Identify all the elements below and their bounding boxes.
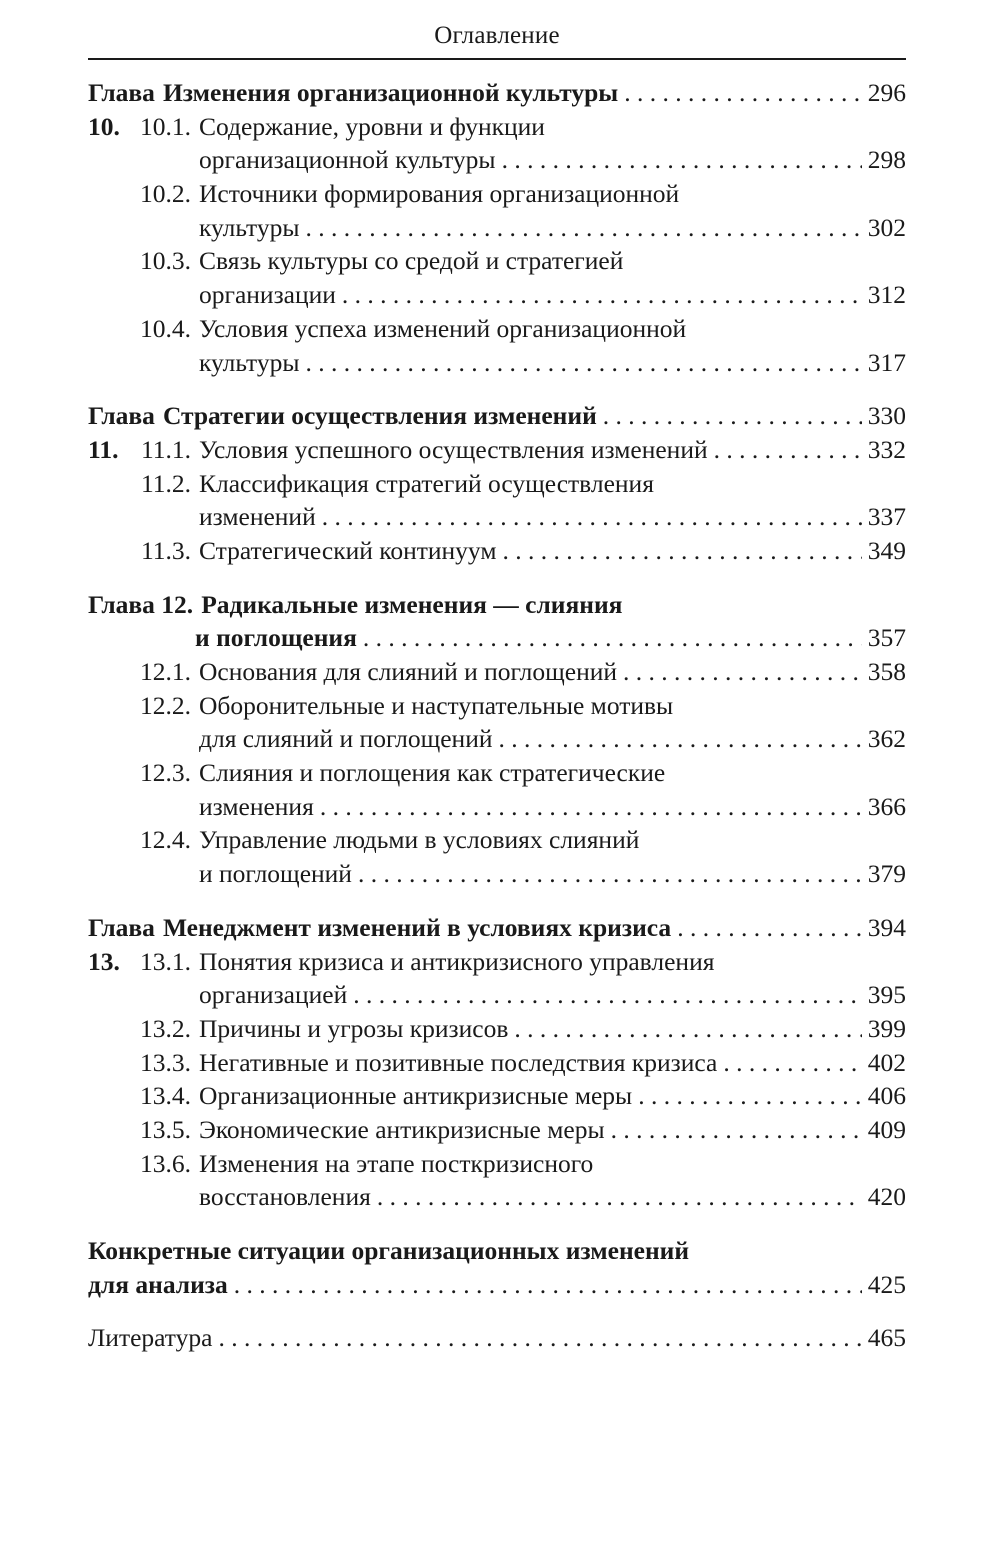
section-title: Оборонительные и наступательные мотивы xyxy=(199,690,674,720)
section-number: 11.2. xyxy=(140,468,191,498)
section-title: Условия успешного осуществления изменений xyxy=(199,434,708,464)
section-entry[interactable] xyxy=(88,655,906,689)
section-title: Негативные и позитивные последствия кризиса xyxy=(199,1047,718,1077)
section-entry[interactable] xyxy=(88,534,906,568)
page-number: 394 xyxy=(867,912,906,942)
section-entry[interactable] xyxy=(88,1046,906,1080)
dot-leader xyxy=(499,722,862,756)
section-entry-continued[interactable] xyxy=(88,346,906,380)
section-number: 10.1. xyxy=(140,111,191,141)
section-number: 13.2. xyxy=(140,1013,191,1043)
section-number: 11.1. xyxy=(140,434,191,464)
section-entry-continued[interactable] xyxy=(88,857,906,891)
page-number: 362 xyxy=(867,724,906,754)
chapter-label: Глава 11. xyxy=(88,401,155,464)
section-number: 13.3. xyxy=(140,1047,191,1077)
page-number: 317 xyxy=(867,347,906,377)
chapter-label: Глава 12. xyxy=(88,589,194,619)
bibliography-title: Литература xyxy=(88,1323,213,1353)
section-entry[interactable] xyxy=(88,1012,906,1046)
chapter-title: Менеджмент изменений в условиях кризиса xyxy=(162,912,672,942)
page-number: 302 xyxy=(867,212,906,242)
section-entry-continued[interactable] xyxy=(88,500,906,534)
section-number: 10.4. xyxy=(140,313,191,343)
section-title-cont: культуры xyxy=(199,212,300,242)
dot-leader xyxy=(677,911,862,945)
table-of-contents xyxy=(88,76,906,1375)
dot-leader xyxy=(218,1321,861,1355)
page-number: 406 xyxy=(867,1081,906,1111)
dot-leader xyxy=(502,534,861,568)
section-number: 12.2. xyxy=(140,690,191,720)
dot-leader xyxy=(514,1012,861,1046)
section-number: 13.5. xyxy=(140,1114,191,1144)
section-number: 10.3. xyxy=(140,246,191,276)
section-entry[interactable] xyxy=(88,312,906,346)
section-title: Классификация стратегий осуществления xyxy=(199,468,654,498)
dot-leader xyxy=(305,346,861,380)
page-number: 330 xyxy=(867,401,906,431)
dot-leader xyxy=(723,1046,861,1080)
section-entry[interactable] xyxy=(88,433,906,467)
section-title: Понятия кризиса и антикризисного управления xyxy=(199,946,715,976)
page-number: 358 xyxy=(867,657,906,686)
chapter-12 xyxy=(88,588,906,891)
section-title: Организационные антикризисные меры xyxy=(199,1081,633,1111)
dot-leader xyxy=(377,1180,862,1214)
page-number: 399 xyxy=(867,1013,906,1043)
page-number: 296 xyxy=(867,78,906,107)
section-entry[interactable] xyxy=(88,1147,906,1181)
section-entry-continued[interactable] xyxy=(88,211,906,245)
page-number: 349 xyxy=(867,535,906,565)
section-entry-continued[interactable] xyxy=(88,790,906,824)
section-entry-continued[interactable] xyxy=(88,143,906,177)
case-studies-entry[interactable] xyxy=(88,1234,906,1268)
dot-leader xyxy=(611,1113,862,1147)
case-studies-entry-continued[interactable] xyxy=(88,1268,906,1302)
page-number: 402 xyxy=(867,1047,906,1077)
section-title-cont: организации xyxy=(199,280,336,310)
section-title: Стратегический континуум xyxy=(199,535,497,565)
dot-leader xyxy=(234,1268,862,1302)
section-title: Экономические антикризисные меры xyxy=(199,1114,605,1144)
section-entry[interactable] xyxy=(88,823,906,857)
section-number: 13.1. xyxy=(140,946,191,976)
section-title: Условия успеха изменений организационной xyxy=(199,313,687,343)
page-number: 312 xyxy=(867,280,906,310)
section-entry[interactable] xyxy=(88,244,906,278)
dot-leader xyxy=(363,621,862,655)
section-title: Изменения на этапе посткризисного xyxy=(199,1148,594,1178)
chapter-entry-continued[interactable] xyxy=(88,621,906,655)
page-number: 395 xyxy=(867,980,906,1010)
section-number: 13.4. xyxy=(140,1081,191,1111)
section-entry[interactable] xyxy=(88,756,906,790)
case-studies-title-cont: для анализа xyxy=(88,1269,228,1299)
page-number: 332 xyxy=(867,434,906,464)
page-number: 298 xyxy=(867,145,906,175)
section-title: Связь культуры со средой и стратегией xyxy=(199,246,624,276)
page-number: 420 xyxy=(867,1182,906,1212)
section-title-cont: для слияний и поглощений xyxy=(199,724,493,754)
chapter-title: Стратегии осуществления изменений xyxy=(162,401,597,431)
section-number: 11.3. xyxy=(140,535,191,565)
section-entry[interactable] xyxy=(88,467,906,501)
dot-leader xyxy=(358,857,862,891)
section-title: Управление людьми в условиях слияний xyxy=(199,825,640,855)
section-title: Источники формирования организационной xyxy=(199,179,680,209)
section-title-cont: культуры xyxy=(199,347,300,377)
section-entry-continued[interactable] xyxy=(88,978,906,1012)
chapter-13 xyxy=(88,911,906,1214)
dot-leader xyxy=(322,500,862,534)
section-title-cont: и поглощений xyxy=(199,859,352,889)
dot-leader xyxy=(502,143,862,177)
section-title: Слияния и поглощения как стратегические xyxy=(199,758,666,788)
section-entry-continued[interactable] xyxy=(88,278,906,312)
running-head: Оглавление xyxy=(434,22,560,49)
section-number: 12.4. xyxy=(140,825,191,855)
chapter-title-cont: и поглощения xyxy=(195,623,357,653)
section-title-cont: организацией xyxy=(199,980,348,1010)
chapter-title: Изменения организационной культуры xyxy=(162,78,619,107)
chapter-label: Глава 10. xyxy=(88,78,155,141)
section-title-cont: изменений xyxy=(199,502,316,532)
section-number: 10.2. xyxy=(140,179,191,209)
dot-leader xyxy=(305,211,861,245)
header-rule xyxy=(88,58,906,60)
dot-leader xyxy=(638,1079,862,1113)
page-number: 465 xyxy=(867,1323,906,1353)
section-title-cont: восстановления xyxy=(199,1182,371,1212)
dot-leader xyxy=(603,399,862,433)
bibliography-entry[interactable] xyxy=(88,1321,906,1355)
page-number: 357 xyxy=(867,623,906,653)
section-entry-continued[interactable] xyxy=(88,722,906,756)
page-number: 379 xyxy=(867,859,906,889)
section-number: 12.1. xyxy=(140,657,191,686)
page-number: 409 xyxy=(867,1114,906,1144)
dot-leader xyxy=(320,790,862,824)
section-entry[interactable] xyxy=(88,1079,906,1113)
case-studies-title: Конкретные ситуации организационных изменений xyxy=(88,1236,690,1265)
section-title: Основания для слияний и поглощений xyxy=(199,657,618,686)
section-entry-continued[interactable] xyxy=(88,1180,906,1214)
section-number: 13.6. xyxy=(140,1148,191,1178)
dot-leader xyxy=(714,433,862,467)
case-studies-section xyxy=(88,1234,906,1301)
page-number: 337 xyxy=(867,502,906,532)
dot-leader xyxy=(342,278,862,312)
chapter-10 xyxy=(88,76,906,379)
section-entry[interactable] xyxy=(88,689,906,723)
section-title-cont: организационной культуры xyxy=(199,145,496,175)
section-title-cont: изменения xyxy=(199,791,314,821)
page-number: 425 xyxy=(867,1269,906,1299)
page-number: 366 xyxy=(867,791,906,821)
section-title: Содержание, уровни и функции xyxy=(199,111,545,141)
section-entry[interactable] xyxy=(88,1113,906,1147)
section-entry[interactable] xyxy=(88,110,906,144)
section-number: 12.3. xyxy=(140,758,191,788)
dot-leader xyxy=(353,978,862,1012)
chapter-11 xyxy=(88,399,906,567)
dot-leader xyxy=(623,655,862,689)
chapter-label: Глава 13. xyxy=(88,912,155,976)
section-title: Причины и угрозы кризисов xyxy=(199,1013,509,1043)
section-entry[interactable] xyxy=(88,177,906,211)
chapter-title: Радикальные изменения — слияния xyxy=(201,589,623,619)
bibliography-section xyxy=(88,1321,906,1355)
chapter-entry[interactable] xyxy=(88,588,906,622)
dot-leader xyxy=(624,76,862,110)
section-entry[interactable] xyxy=(88,945,906,979)
